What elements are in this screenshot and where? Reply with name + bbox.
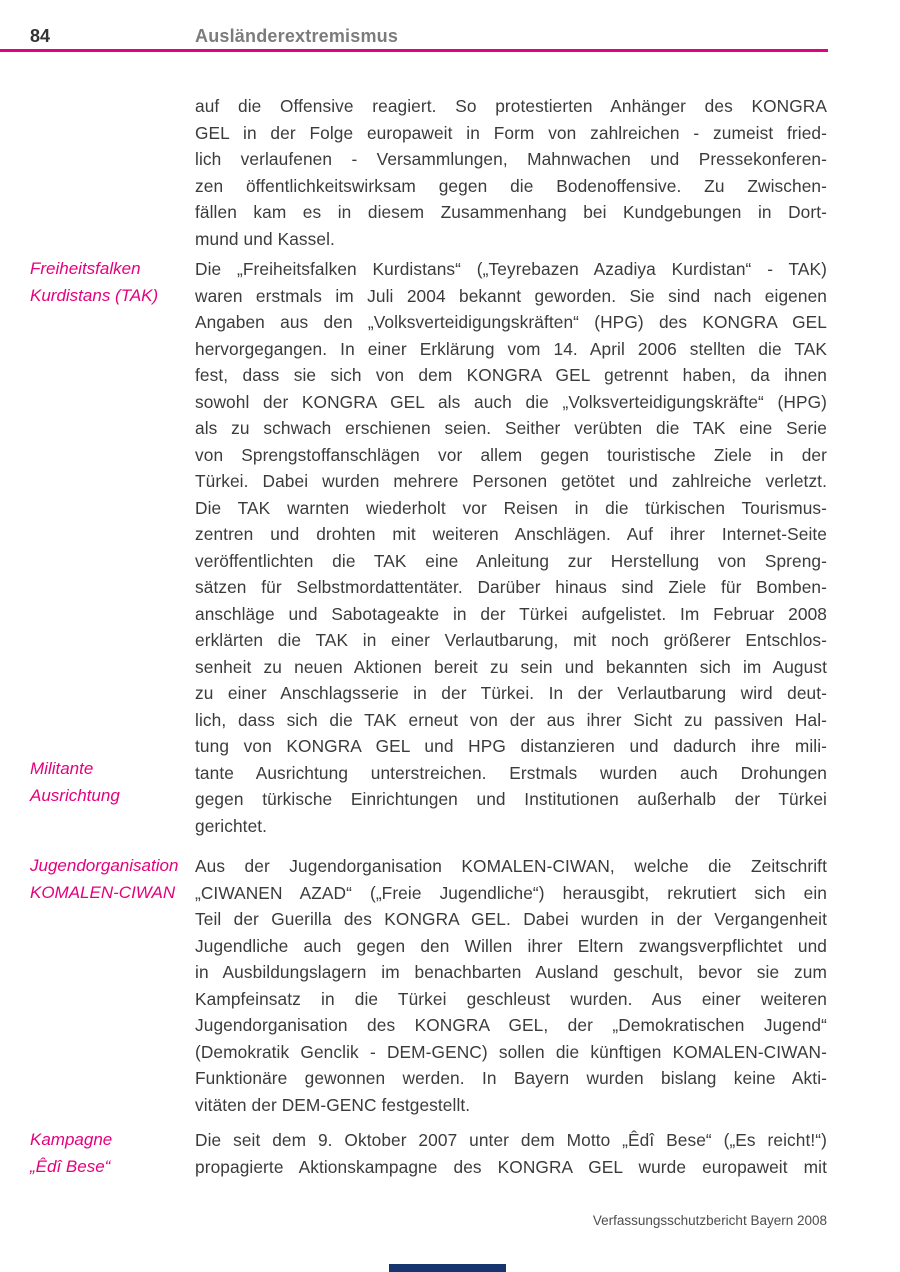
page-number: 84: [30, 26, 51, 46]
text-line: tung von KONGRA GEL und HPG distanzieren und dadurch ihre mili-: [195, 736, 827, 756]
text-line: Jugendorganisation des KONGRA GEL, der „Demokratischen Jugend“: [195, 1015, 827, 1035]
text-line: in Ausbildungslagern im benachbarten Ausland geschult, bevor sie zum: [195, 962, 827, 982]
text-line: erklärten die TAK in einer Verlautbarung, mit noch größerer Entschlos-: [195, 630, 827, 650]
text-line: Die seit dem 9. Oktober 2007 unter dem Motto „Êdî Bese“ („Es reicht!“): [195, 1130, 827, 1150]
text-line: gegen türkische Einrichtungen und Institutionen außerhalb der Türkei: [195, 789, 827, 809]
text-line: zen öffentlichkeitswirksam gegen die Bodenoffensive. Zu Zwischen-: [195, 175, 827, 196]
margin-note-freiheitsfalken-kurdistans-tak: [30, 256, 192, 309]
text-line: lich verlaufenen - Versammlungen, Mahnwachen und Pressekonferen-: [195, 149, 827, 169]
text-line: gerichtet.: [195, 815, 268, 836]
text-line: Kurdistans (TAK): [30, 285, 159, 305]
text-line: Freiheitsfalken: [30, 259, 141, 278]
text-line: KOMALEN-CIWAN: [30, 882, 176, 902]
text-line: GEL in der Folge europaweit in Form von zahlreichen - zumeist fried-: [195, 122, 827, 143]
text-line: Aus der Jugendorganisation KOMALEN-CIWAN, welche die Zeitschrift: [195, 856, 827, 876]
text-line: Die „Freiheitsfalken Kurdistans“ („Teyrebazen Azadiya Kurdistan“ - TAK): [195, 259, 827, 279]
text-line: vitäten der DEM-GENC festgestellt.: [195, 1094, 471, 1115]
text-line: Funktionäre gewonnen werden. In Bayern wurden bislang keine Akti-: [195, 1068, 827, 1088]
paragraph-jugendorganisation: [195, 853, 827, 1118]
text-line: Türkei. Dabei wurden mehrere Personen getötet und zahlreiche verletzt.: [195, 471, 827, 491]
margin-note-jugendorganisation-komalen-ciwan: [30, 853, 192, 906]
margin-note-kampagne-edi-bese: [30, 1127, 192, 1180]
text-line: Teil der Guerilla des KONGRA GEL. Dabei wurden in der Vergangenheit: [195, 909, 827, 929]
text-line: veröffentlichten die TAK eine Anleitung zur Herstellung von Spreng-: [195, 550, 827, 571]
text-line: anschläge und Sabotageakte in der Türkei aufgelistet. Im Februar 2008: [195, 603, 827, 624]
text-line: auf die Offensive reagiert. So protestierten Anhänger des KONGRA: [195, 96, 827, 116]
text-line: als zu schwach erschienen seien. Seither verübten die TAK eine Serie: [195, 418, 827, 438]
text-line: von Sprengstoffanschlägen vor allem gegen touristische Ziele in der: [195, 444, 827, 465]
paragraph-kampagne-edi-bese: [195, 1127, 827, 1180]
text-line: Die TAK warnten wiederholt vor Reisen in die türkischen Tourismus-: [195, 497, 827, 518]
text-line: waren erstmals im Juli 2004 bekannt geworden. Sie sind nach eigenen: [195, 285, 827, 306]
text-line: Angaben aus den „Volksverteidigungskräften“ (HPG) des KONGRA GEL: [195, 312, 827, 332]
text-line: (Demokratik Genclik - DEM-GENC) sollen die künftigen KOMALEN-CIWAN-: [195, 1041, 827, 1062]
text-line: fällen kam es in diesem Zusammenhang bei Kundgebungen in Dort-: [195, 202, 827, 222]
margin-note-militante-ausrichtung: [30, 756, 192, 809]
text-line: Militante: [30, 759, 94, 778]
text-line: tante Ausrichtung unterstreichen. Erstmals wurden auch Drohungen: [195, 762, 827, 783]
paragraph-freiheitsfalken-kurdistans: [195, 256, 827, 839]
text-line: Kampfeinsatz in die Türkei geschleust wurden. Aus einer weiteren: [195, 988, 827, 1009]
text-line: zu einer Anschlagsserie in der Türkei. In der Verlautbarung wird deut-: [195, 683, 827, 703]
text-line: „CIWANEN AZAD“ („Freie Jugendliche“) herausgibt, rekrutiert sich ein: [195, 882, 827, 903]
text-line: sowohl der KONGRA GEL als auch die „Volksverteidigungskräfte“ (HPG): [195, 391, 827, 412]
footer-text: Verfassungsschutzbericht Bayern 2008: [592, 1213, 827, 1228]
text-line: lich, dass sich die TAK erneut von der aus ihrer Sicht zu passiven Hal-: [195, 709, 827, 730]
section-title: Ausländerextremismus: [195, 26, 399, 46]
text-line: Ausrichtung: [30, 785, 120, 805]
text-line: propagierte Aktionskampagne des KONGRA GEL wurde europaweit mit: [195, 1156, 827, 1177]
paragraph-bodenoffensive-proteste: [195, 93, 827, 252]
text-line: zentren und drohten mit weiteren Anschlägen. Auf ihrer Internet-Seite: [195, 524, 827, 544]
header-rule: [0, 49, 828, 52]
text-line: sätzen für Selbstmordattentäter. Darüber hinaus sind Ziele für Bomben-: [195, 577, 827, 597]
text-line: Jugendorganisation: [30, 856, 179, 875]
text-line: hervorgegangen. In einer Erklärung vom 14. April 2006 stellten die TAK: [195, 338, 827, 359]
text-line: senheit zu neuen Aktionen bereit zu sein und bekannten sich im August: [195, 656, 827, 677]
text-line: fest, dass sie sich von dem KONGRA GEL getrennt haben, da ihnen: [195, 365, 827, 385]
bottom-indicator-bar: [389, 1264, 506, 1272]
text-line: „Êdî Bese“: [30, 1156, 111, 1176]
text-line: Jugendliche auch gegen den Willen ihrer Eltern zwangsverpflichtet und: [195, 935, 827, 956]
text-line: mund und Kassel.: [195, 228, 335, 249]
text-line: Kampagne: [30, 1130, 113, 1149]
